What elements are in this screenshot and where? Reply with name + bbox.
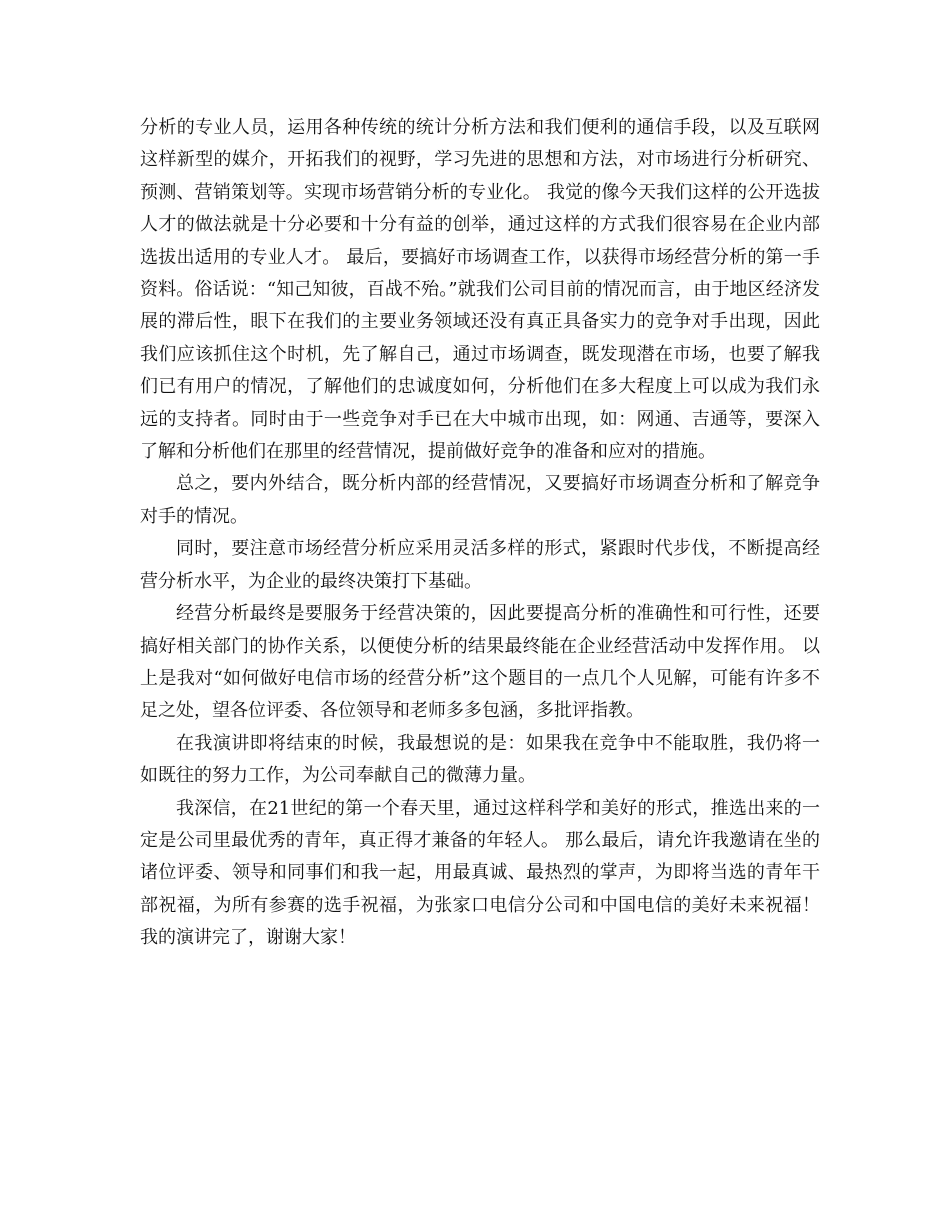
paragraph-2: 总之，要内外结合，既分析内部的经营情况，又要搞好市场调查分析和了解竞争对手的情况。 xyxy=(140,473,820,527)
paragraph-6: 我深信，在21世纪的第一个春天里，通过这样科学和美好的形式，推选出来的一定是公司里最优秀的青年，真正得才兼备的年轻人。 那么最后，请允许我邀请在坐的诸位评委、领导和同事们和我一起，用最真诚、最热烈的掌声，为即将当选的青年干部祝福，为所有参赛的选手祝福，为张家口电信分公司和中国电信的美好未来祝福！ 我的演讲完了，谢谢大家！ xyxy=(140,797,820,949)
paragraph-3: 同时，要注意市场经营分析应采用灵活多样的形式，紧跟时代步伐，不断提高经营分析水平，为企业的最终决策打下基础。 xyxy=(140,538,820,592)
paragraph-4: 经营分析最终是要服务于经营决策的，因此要提高分析的准确性和可行性，还要搞好相关部门的协作关系，以便使分析的结果最终能在企业经营活动中发挥作用。 以上是我对“如何做好电信市场的经营分析”这个题目的一点几个人见解，可能有许多不足之处，望各位评委、各位领导和老师多多包涵，多批评指教。 xyxy=(140,603,820,722)
paragraph-1: 分析的专业人员，运用各种传统的统计分析方法和我们便利的通信手段，以及互联网这样新型的媒介，开拓我们的视野，学习先进的思想和方法，对市场进行分析研究、预测、营销策划等。实现市场营销分析的专业化。 我觉的像今天我们这样的公开选拔人才的做法就是十分必要和十分有益的创举，通过这样的方式我们很容易在企业内部选拔出适用的专业人才。 最后，要搞好市场调查工作，以获得市场经营分析的第一手资料。俗话说：“知己知彼，百战不殆。”就我们公司目前的情况而言，由于地区经济发展的滞后性，眼下在我们的主要业务领域还没有真正具备实力的竞争对手出现，因此我们应该抓住这个时机，先了解自己，通过市场调查，既发现潜在市场，也要了解我们已有用户的情况，了解他们的忠诚度如何，分析他们在多大程度上可以成为我们永远的支持者。同时由于一些竞争对手已在大中城市出现，如：网通、吉通等，要深入了解和分析他们在那里的经营情况，提前做好竞争的准备和应对的措施。 xyxy=(140,117,820,463)
document-body xyxy=(140,112,820,955)
paragraph-5: 在我演讲即将结束的时候，我最想说的是：如果我在竞争中不能取胜，我仍将一如既往的努力工作，为公司奉献自己的微薄力量。 xyxy=(140,732,820,787)
